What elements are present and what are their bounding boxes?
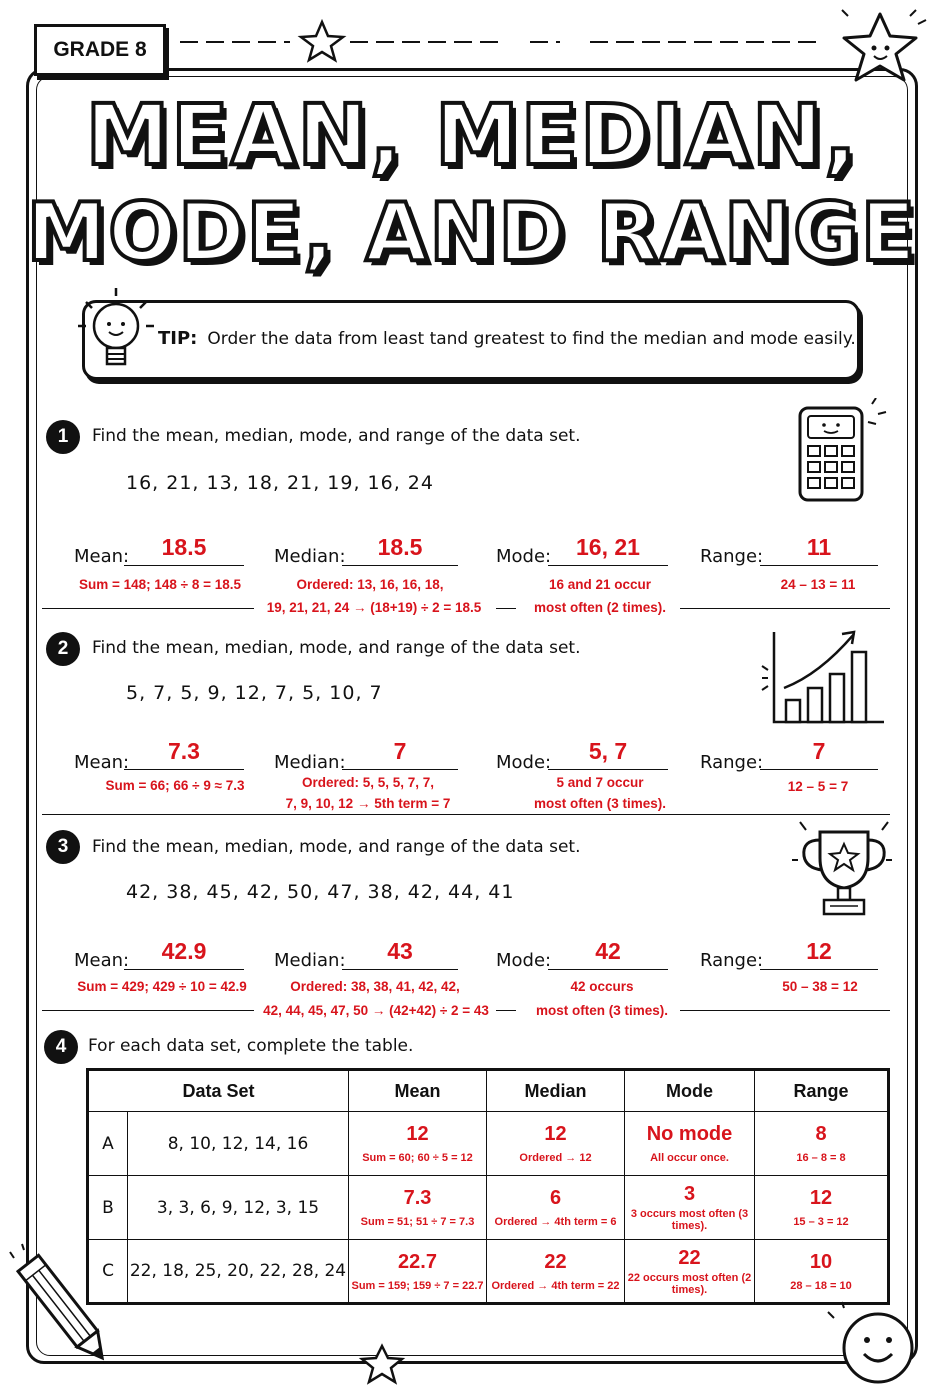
tip-text bbox=[158, 328, 856, 349]
divider bbox=[680, 1010, 890, 1011]
title-line-2: MODE, AND RANGE bbox=[26, 186, 918, 279]
problem-2-question: Find the mean, median, mode, and range of the data set. bbox=[92, 638, 581, 658]
pencil-icon bbox=[6, 1240, 126, 1380]
divider bbox=[680, 608, 890, 609]
range-value: 10 bbox=[809, 1250, 833, 1273]
cell-range[interactable] bbox=[755, 1240, 889, 1304]
problem-3-mean-label: Mean: bbox=[74, 950, 130, 971]
cell-mean[interactable] bbox=[349, 1176, 487, 1240]
problem-3-number: 3 bbox=[46, 830, 80, 864]
row-id: C bbox=[88, 1240, 128, 1304]
mean-work: Sum = 60; 60 ÷ 5 = 12 bbox=[362, 1152, 473, 1164]
cell-mean[interactable] bbox=[349, 1240, 487, 1304]
row-data-set: 8, 10, 12, 14, 16 bbox=[128, 1112, 349, 1176]
problem-1-range-label: Range: bbox=[700, 546, 764, 567]
problem-2-mean-label: Mean: bbox=[74, 752, 130, 773]
range-work: 16 – 8 = 8 bbox=[796, 1152, 846, 1164]
divider bbox=[496, 1010, 516, 1011]
problem-2-mode-answer[interactable]: 5, 7 bbox=[548, 736, 668, 770]
cell-mode[interactable] bbox=[625, 1176, 755, 1240]
range-work: 28 – 18 = 10 bbox=[790, 1279, 852, 1292]
problem-2-range-answer[interactable]: 7 bbox=[760, 736, 878, 770]
cell-range[interactable] bbox=[755, 1176, 889, 1240]
header-mode: Mode bbox=[625, 1070, 755, 1112]
mean-value: 12 bbox=[406, 1123, 429, 1145]
problem-3-mode-answer[interactable]: 42 bbox=[548, 936, 668, 970]
median-value: 12 bbox=[544, 1123, 567, 1145]
problem-2-data: 5, 7, 5, 9, 12, 7, 5, 10, 7 bbox=[126, 682, 383, 704]
mode-work: All occur once. bbox=[650, 1152, 729, 1164]
problem-2-mean-answer[interactable]: 7.3 bbox=[124, 736, 244, 770]
mode-work: 22 occurs most often (2 times). bbox=[627, 1271, 752, 1296]
problem-3-mode-work-2: most often (3 times). bbox=[535, 1003, 668, 1018]
problem-1-median-label: Median: bbox=[274, 546, 346, 567]
calculator-icon bbox=[790, 398, 890, 508]
median-work: Ordered → 4th term = 22 bbox=[491, 1279, 620, 1292]
problem-2-median-work-2: 7, 9, 10, 12 → 5th term = 7 bbox=[285, 796, 451, 811]
row-id: A bbox=[88, 1112, 128, 1176]
cell-median[interactable] bbox=[487, 1240, 625, 1304]
mean-value: 7.3 bbox=[403, 1187, 432, 1209]
problem-3-median-answer[interactable]: 43 bbox=[342, 936, 458, 970]
median-work: Ordered → 4th term = 6 bbox=[494, 1216, 617, 1228]
problem-3-data: 42, 38, 45, 42, 50, 47, 38, 42, 44, 41 bbox=[126, 881, 515, 903]
problem-1-mode-answer[interactable]: 16, 21 bbox=[548, 532, 668, 566]
bar-chart-icon bbox=[760, 626, 890, 726]
median-value: 22 bbox=[544, 1250, 567, 1273]
bottom-decoration bbox=[120, 1340, 760, 1390]
mean-value: 22.7 bbox=[398, 1250, 437, 1273]
stats-table bbox=[86, 1068, 890, 1305]
problem-2-median-work-1: Ordered: 5, 5, 5, 7, 7, bbox=[301, 775, 435, 790]
problem-3-mean-work: Sum = 429; 429 ÷ 10 = 42.9 bbox=[77, 979, 247, 994]
problem-1-mean-work: Sum = 148; 148 ÷ 8 = 18.5 bbox=[78, 577, 241, 592]
smiley-icon bbox=[822, 1300, 932, 1388]
cell-median[interactable] bbox=[487, 1112, 625, 1176]
problem-1-range-answer[interactable]: 11 bbox=[760, 532, 878, 566]
problem-2-mean-work: Sum = 66; 66 ÷ 9 ≈ 7.3 bbox=[105, 778, 245, 793]
problem-2-range-work: 12 – 5 = 7 bbox=[787, 779, 849, 794]
problem-1-range-work: 24 – 13 = 11 bbox=[780, 577, 856, 592]
problem-2-mode-work-1: 5 and 7 occur bbox=[556, 775, 644, 790]
problem-3-median-work-1: Ordered: 38, 38, 41, 42, 42, bbox=[290, 979, 460, 994]
title-line-1: MEAN, MEDIAN, bbox=[85, 86, 859, 184]
mode-value: 22 bbox=[678, 1246, 701, 1269]
median-value: 6 bbox=[549, 1187, 562, 1209]
header-median: Median bbox=[487, 1070, 625, 1112]
divider bbox=[42, 814, 890, 815]
mean-work: Sum = 51; 51 ÷ 7 = 7.3 bbox=[360, 1216, 475, 1228]
cell-mode[interactable] bbox=[625, 1240, 755, 1304]
problem-1-mode-work-2: most often (2 times). bbox=[533, 600, 666, 615]
tip-label: TIP: bbox=[158, 328, 198, 349]
problem-3-median-work-2: 42, 44, 45, 47, 50 → (42+42) ÷ 2 = 43 bbox=[263, 1003, 489, 1018]
problem-4-question: For each data set, complete the table. bbox=[88, 1036, 414, 1056]
mean-work: Sum = 159; 159 ÷ 7 = 22.7 bbox=[351, 1279, 484, 1292]
table-row bbox=[88, 1176, 889, 1240]
range-value: 12 bbox=[809, 1187, 833, 1209]
problem-3-mode-label: Mode: bbox=[496, 950, 552, 971]
problem-1-median-work-2: 19, 21, 21, 24 → (18+19) ÷ 2 = 18.5 bbox=[266, 600, 482, 615]
header-data-set: Data Set bbox=[88, 1070, 349, 1112]
problem-1-median-answer[interactable]: 18.5 bbox=[342, 532, 458, 566]
problem-2-mode-work-2: most often (3 times). bbox=[533, 796, 666, 811]
tip-body: Order the data from least tand greatest to find the median and mode easily. bbox=[207, 329, 856, 349]
problem-2-number: 2 bbox=[46, 632, 80, 666]
problem-3-median-label: Median: bbox=[274, 950, 346, 971]
problem-2-median-label: Median: bbox=[274, 752, 346, 773]
divider bbox=[42, 608, 254, 609]
header-mean: Mean bbox=[349, 1070, 487, 1112]
problem-1-data: 16, 21, 13, 18, 21, 19, 16, 24 bbox=[126, 472, 434, 494]
trophy-icon bbox=[788, 816, 898, 926]
star-icon bbox=[832, 6, 932, 96]
problem-4-number: 4 bbox=[44, 1030, 78, 1064]
problem-2-range-label: Range: bbox=[700, 752, 764, 773]
problem-1-mode-work-1: 16 and 21 occur bbox=[548, 577, 652, 592]
lightbulb-icon bbox=[72, 282, 162, 382]
divider bbox=[42, 1010, 254, 1011]
mode-work: 3 occurs most often (3 times). bbox=[630, 1208, 749, 1232]
divider bbox=[496, 608, 516, 609]
mode-value: No mode bbox=[646, 1123, 733, 1145]
range-work: 15 – 3 = 12 bbox=[793, 1216, 849, 1228]
problem-3-range-work: 50 – 38 = 12 bbox=[782, 979, 858, 994]
problem-2-median-answer[interactable]: 7 bbox=[342, 736, 458, 770]
median-work: Ordered → 12 bbox=[519, 1152, 592, 1164]
problem-3-range-label: Range: bbox=[700, 950, 764, 971]
problem-1-number: 1 bbox=[46, 420, 80, 454]
table-row bbox=[88, 1240, 889, 1304]
row-data-set: 3, 3, 6, 9, 12, 3, 15 bbox=[128, 1176, 349, 1240]
problem-3-mode-work-1: 42 occurs bbox=[570, 979, 634, 994]
problem-1-question: Find the mean, median, mode, and range of the data set. bbox=[92, 426, 581, 446]
problem-3-mean-answer[interactable]: 42.9 bbox=[124, 936, 244, 970]
table-row bbox=[88, 1112, 889, 1176]
table-header-row bbox=[88, 1070, 889, 1112]
problem-3-range-answer[interactable]: 12 bbox=[760, 936, 878, 970]
cell-median[interactable] bbox=[487, 1176, 625, 1240]
cell-range[interactable] bbox=[755, 1112, 889, 1176]
problem-2-mode-label: Mode: bbox=[496, 752, 552, 773]
problem-1-mode-label: Mode: bbox=[496, 546, 552, 567]
grade-badge: GRADE 8 bbox=[34, 24, 166, 76]
problem-1-mean-answer[interactable]: 18.5 bbox=[124, 532, 244, 566]
row-data-set: 22, 18, 25, 20, 22, 28, 24 bbox=[128, 1240, 349, 1304]
cell-mean[interactable] bbox=[349, 1112, 487, 1176]
cell-mode[interactable] bbox=[625, 1112, 755, 1176]
problem-1-median-work-1: Ordered: 13, 16, 16, 18, bbox=[296, 577, 444, 592]
problem-1-mean-label: Mean: bbox=[74, 546, 130, 567]
row-id: B bbox=[88, 1176, 128, 1240]
header-range: Range bbox=[755, 1070, 889, 1112]
range-value: 8 bbox=[815, 1123, 827, 1145]
problem-3-question: Find the mean, median, mode, and range of the data set. bbox=[92, 837, 581, 857]
mode-value: 3 bbox=[683, 1183, 696, 1205]
